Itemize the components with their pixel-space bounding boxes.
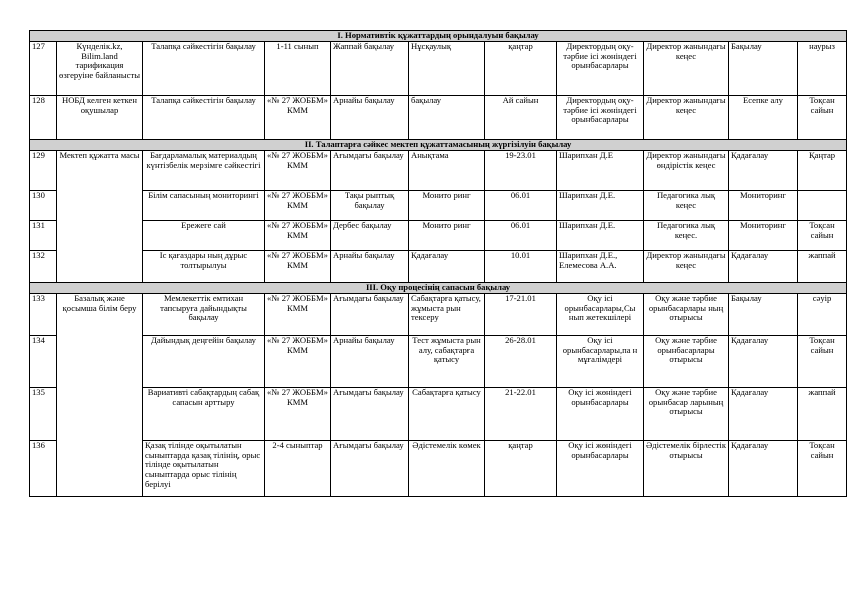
cell-date: Ай сайын [485,96,557,140]
cell-result: Қадағалау [729,441,798,497]
cell-object: «№ 27 ЖОББМ» КММ [265,151,331,191]
row-number: 134 [30,336,57,388]
section-title: II. Талаптарға сәйкес мектеп құжаттамасының жүргізілуін бақылау [30,140,847,151]
cell-date: 17-21.01 [485,294,557,336]
table-row [30,96,847,140]
cell-repeat: жаппай [798,388,847,441]
cell-date: 26-28.01 [485,336,557,388]
cell-object: «№ 27 ЖОББМ» КММ [265,388,331,441]
cell-review-place: Оқу және тәрбие орынбасарлары отырысы [644,336,729,388]
cell-control-item: Талапқа сәйкестігін бақылау [143,96,265,140]
table-row [30,151,847,191]
cell-control-item: Ережеге сай [143,221,265,251]
cell-date: 21-22.01 [485,388,557,441]
table-row [30,388,847,441]
control-plan-table [29,30,847,497]
cell-review-place: Оқу және тәрбие орынбасар ларының отырысы [644,388,729,441]
cell-control-type: Дербес бақылау [331,221,409,251]
table-row [30,251,847,283]
cell-repeat: сәуір [798,294,847,336]
cell-responsible: Шарипхан Д.Е. [557,221,644,251]
cell-control-type: Ағымдағы бақылау [331,294,409,336]
section-title: III. Оқу процесінің сапасын бақылау [30,283,847,294]
cell-control-item: Вариативті сабақтардың сабақ сапасын арттыру [143,388,265,441]
cell-control-type: Арнайы бақылау [331,96,409,140]
table-row [30,294,847,336]
cell-repeat: Тоқсан сайын [798,336,847,388]
row-number: 132 [30,251,57,283]
cell-result: Қадағалау [729,251,798,283]
cell-control-type: Арнайы бақылау [331,251,409,283]
cell-responsible: Шарипхан Д.Е [557,151,644,191]
cell-control-type: Жаппай бақылау [331,42,409,96]
table-row [30,42,847,96]
cell-control-item: Дайындық деңгейін бақылау [143,336,265,388]
cell-method: Тест жұмыста рын алу, сабақтарға қатысу [409,336,485,388]
cell-responsible: Оқу ісі орынбасарлары,Сы нып жетекшілері [557,294,644,336]
cell-object: «№ 27 ЖОББМ» КММ [265,294,331,336]
cell-control-item: Білім сапасының мониторингі [143,191,265,221]
cell-control-type: Арнайы бақылау [331,336,409,388]
cell-result: Бақылау [729,294,798,336]
cell-responsible: Оқу ісі жөніндегі орынбасарлары [557,441,644,497]
cell-date: 19-23.01 [485,151,557,191]
cell-repeat: Тоқсан сайын [798,441,847,497]
cell-responsible: Шарипхан Д.Е., Елемесова А.А. [557,251,644,283]
cell-control-type: Ағымдағы бақылау [331,151,409,191]
cell-method: Қадағалау [409,251,485,283]
table-row [30,336,847,388]
cell-object: «№ 27 ЖОББМ» КММ [265,221,331,251]
cell-review-place: Директор жанындағы кеңес [644,96,729,140]
cell-result: Бақылау [729,42,798,96]
cell-review-place: Директор жанындағы кеңес [644,42,729,96]
cell-control-item: Талапқа сәйкестігін бақылау [143,42,265,96]
cell-review-place: Директор жанындағы өндірістік кеңес [644,151,729,191]
cell-control-type: Ағымдағы бақылау [331,441,409,497]
cell-responsible: Директордың оқу-тәрбие ісі жөніндегі орынбасарлары [557,96,644,140]
section-title: I. Нормативтік құжаттардың орындалуын бақылау [30,31,847,42]
table-row [30,221,847,251]
cell-result: Қадағалау [729,388,798,441]
section-header-row [30,283,847,294]
row-number: 136 [30,441,57,497]
cell-result: Қадағалау [729,151,798,191]
cell-review-place: Әдістемелік бірлестік отырысы [644,441,729,497]
cell-date: 06.01 [485,221,557,251]
cell-responsible: Директордың оқу-тәрбие ісі жөніндегі орынбасарлары [557,42,644,96]
cell-review-place: Директор жанындағы кеңес [644,251,729,283]
cell-date: 06.01 [485,191,557,221]
cell-subject: Күнделік.kz, Bilim.land тарификация өзгеруіне байланысты [57,42,143,96]
cell-object: «№ 27 ЖОББМ» КММ [265,336,331,388]
cell-review-place: Педагогика лық кеңес [644,191,729,221]
cell-responsible: Оқу ісі орынбасарлары,па н мұғалімдері [557,336,644,388]
cell-group: Мектеп құжатта масы [57,151,143,283]
cell-responsible: Оқу ісі жөніндегі орынбасарлары [557,388,644,441]
cell-object: «№ 27 ЖОББМ» КММ [265,191,331,221]
cell-result: Есепке алу [729,96,798,140]
section-header-row [30,31,847,42]
cell-repeat: Қаңтар [798,151,847,191]
cell-method: Сабақтарға қатысу, жұмыста рын тексеру [409,294,485,336]
cell-result: Қадағалау [729,336,798,388]
cell-date: қаңтар [485,441,557,497]
table-row [30,191,847,221]
cell-repeat [798,191,847,221]
row-number: 133 [30,294,57,336]
cell-control-type: Ағымдағы бақылау [331,388,409,441]
cell-group: Базалық және қосымша білім беру [57,294,143,497]
cell-repeat: Тоқсан сайын [798,221,847,251]
cell-control-item: Мемлекеттік емтихан тапсыруға дайындықты бақылау [143,294,265,336]
cell-object: 1-11 сынып [265,42,331,96]
cell-date: қаңтар [485,42,557,96]
row-number: 131 [30,221,57,251]
cell-method: бақылау [409,96,485,140]
row-number: 135 [30,388,57,441]
cell-responsible: Шарипхан Д.Е. [557,191,644,221]
cell-object: «№ 27 ЖОББМ» КММ [265,96,331,140]
cell-date: 10.01 [485,251,557,283]
row-number: 130 [30,191,57,221]
cell-repeat: наурыз [798,42,847,96]
cell-method: Әдістемелік көмек [409,441,485,497]
cell-review-place: Оқу және тәрбие орынбасарлары ның отырысы [644,294,729,336]
cell-object: «№ 27 ЖОББМ» КММ [265,251,331,283]
cell-control-item: Қазақ тілінде оқытылатын сыныптарда қазақ тілінің, орыс тілінде оқытылатын сыныптарда орыс тілінің берілуі [143,441,265,497]
cell-result: Мониторинг [729,221,798,251]
row-number: 127 [30,42,57,96]
table-row [30,441,847,497]
section-header-row [30,140,847,151]
cell-method: Нұсқаулық [409,42,485,96]
cell-method: Монито ринг [409,221,485,251]
cell-control-item: Іс қағаздары ның дұрыс толтырылуы [143,251,265,283]
cell-method: Монито ринг [409,191,485,221]
cell-subject: НОБД келген кеткен оқушылар [57,96,143,140]
cell-method: Анықтама [409,151,485,191]
row-number: 128 [30,96,57,140]
cell-repeat: Тоқсан сайын [798,96,847,140]
cell-review-place: Педагогика лық кеңес. [644,221,729,251]
cell-method: Сабақтарға қатысу [409,388,485,441]
cell-control-type: Тақы рыптық бақылау [331,191,409,221]
cell-control-item: Бағдарламалық материалдың күнтізбелік мерзімге сәйкестігі [143,151,265,191]
row-number: 129 [30,151,57,191]
cell-result: Мониторинг [729,191,798,221]
cell-repeat: жаппай [798,251,847,283]
cell-object: 2-4 сыныптар [265,441,331,497]
